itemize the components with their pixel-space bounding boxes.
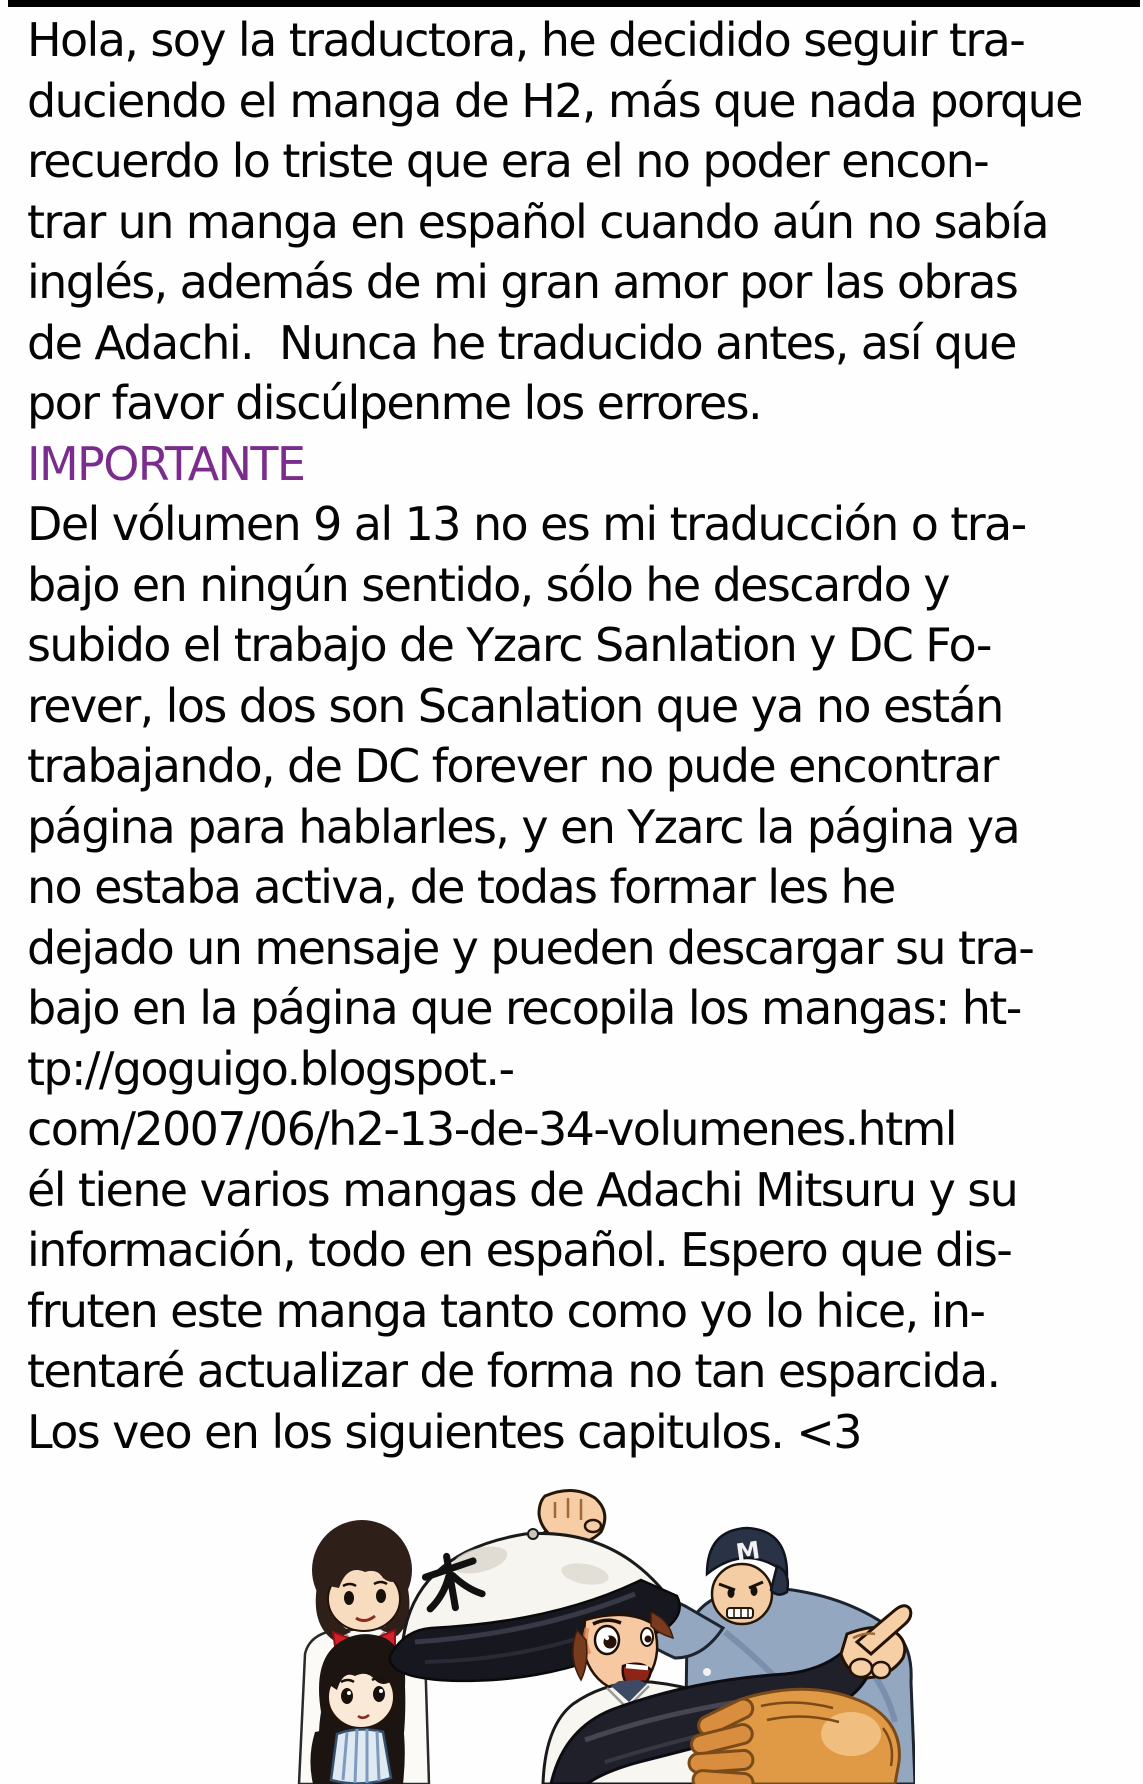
note-line: rever, los dos son Scanlation que ya no están	[27, 678, 1003, 733]
note-line: página para hablarles, y en Yzarc la página ya	[27, 799, 1020, 854]
note-heading-importante: IMPORTANTE	[27, 436, 305, 491]
note-line: no estaba activa, de todas formar les he	[27, 860, 895, 914]
translator-note-text	[27, 10, 1139, 1462]
note-line: por favor discúlpenme los errores.	[27, 376, 762, 430]
note-line: trabajando, de DC forever no pude encontrar	[27, 739, 998, 793]
note-line: dejado un mensaje y pueden descargar su tra-	[27, 920, 1034, 975]
note-line: bajo en la página que recopila los mangas: ht-	[27, 981, 1021, 1035]
gritted-teeth	[727, 1608, 753, 1618]
note-line: tentaré actualizar de forma no tan esparcida.	[27, 1344, 1000, 1398]
helmet-letter: M	[734, 1536, 762, 1568]
note-url-line: tp://goguigo.blogspot.-	[27, 1041, 514, 1096]
note-line: Hola, soy la traductora, he decidido seguir tra-	[27, 13, 1025, 67]
note-url-line: com/2007/06/h2-13-de-34-volumenes.html	[27, 1102, 956, 1156]
scan-edge-artifact	[8, 0, 1140, 7]
note-line: inglés, además de mi gran amor por las obras	[27, 255, 1018, 309]
striped-collar	[331, 1729, 391, 1784]
note-line: bajo en ningún sentido, sólo he descardo y	[27, 557, 949, 612]
note-line: fruten este manga tanto como yo lo hice, in-	[27, 1283, 985, 1338]
center-boy-face	[573, 1612, 673, 1690]
note-line: de Adachi. Nunca he traducido antes, así que	[27, 315, 1016, 370]
note-line: trar un manga en español cuando aún no sabía	[27, 194, 1048, 249]
note-line: duciendo el manga de H2, más que nada porque	[27, 73, 1082, 128]
note-line: recuerdo lo triste que era el no poder encon-	[27, 134, 989, 188]
note-closing-line: Los veo en los siguientes capitulos. <3	[27, 1404, 861, 1459]
note-line: subido el trabajo de Yzarc Sanlation y DC Fo-	[27, 618, 991, 672]
note-line: él tiene varios mangas de Adachi Mitsuru y su	[27, 1162, 1018, 1217]
manga-illustration	[255, 1482, 915, 1784]
note-line: Del vólumen 9 al 13 no es mi traducción o tra-	[27, 497, 1026, 551]
note-line: información, todo en español. Espero que dis-	[27, 1223, 1012, 1277]
